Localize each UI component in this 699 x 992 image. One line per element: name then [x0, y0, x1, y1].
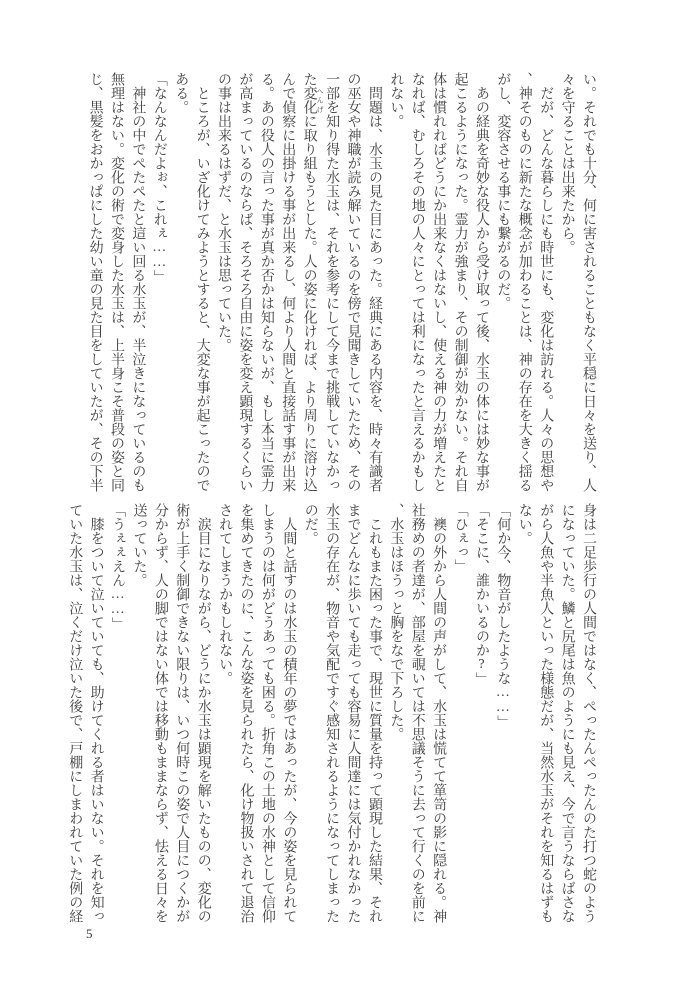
paragraph: 「なんなんだよぉ、これぇ……」	[151, 72, 167, 284]
paragraph: 問題は、水玉の見た目にあった。経典にある内容を、時々有識者の巫女や神職が読み解いているのを傍で見聞きしていたため、その一部を知り得た水玉は、それを参考にして今まで挑戦していなかった変化 へんげに取り組もうとした。人の姿に化ければ、より周りに溶け込んで偵察に出掛ける事が出来るし、何より人間と直接話す事が出来る。あの役人の言った事が真か否かは知らないが、もし本当に霊力が高まっているのならば、そろそろ自由に姿を変え顕現するくらいの事は出来るはずだ、と水玉は思っていた。	[216, 72, 382, 492]
paragraph: 襖の外から人間の声がして、水玉は慌てて箪笥の影に隠れる。神社務めの者達が、部屋を覗いては不思議そうに去って行くのを前に、水玉はほうっと胸をなで下ろした。	[388, 503, 447, 923]
paragraph: い。それでも十分、何に害されることもなく平穏に日々を送り、人々を守ることは出来たから。	[559, 72, 596, 492]
page-number: 5	[86, 926, 93, 941]
paragraph: 「そこに、誰かいるのか?」	[473, 503, 489, 686]
paragraph: 「何か今、物音がしたような……」	[495, 503, 511, 729]
paragraph: あの経典を奇妙な役人から受け取って後、水玉の体には妙な事が起こるようになった。霊力が強まり、その制御が効かない。それ自体は慣れればどうにか出来なくはないし、使える神の力が増えたとなれば、むしろその地の人々にとっては利になったと言えるかもしれない。	[388, 72, 489, 492]
text-block-bottom	[64, 503, 599, 923]
paragraph: 「ひぇっ」	[452, 503, 468, 573]
paragraph: だが、どんな暮らしにも時世にも、変化は訪れる。人々の思想や、神そのものに新たな概念が加わることは、神の存在を大きく揺るがし、変容させる事にも繋がるのだ。	[495, 72, 554, 492]
paragraph: 神社の中でぺたぺたと這い回る水玉が、半泣きになっているのも無理はない。変化の術で変身した水玉は、上半身こそ普段の姿と同じ、黒髪をおかっぱにした幼い童の見た目をしていたが、その下半	[87, 72, 146, 492]
paragraph: 「うぇぇえん……」	[110, 503, 126, 631]
paragraph: ところが、いざ化けてみようとすると、大変な事が起こったのである。	[173, 72, 210, 492]
paragraph: 涙目になりながら、どうにか水玉は顕現を解いたものの、変化の術が上手く制御できない限りは、いつ何時この姿で人目につくかが分からず、人の脚ではない体では移動もままならず、怯える日々を送っていた。	[131, 503, 211, 923]
text-block-top	[84, 72, 599, 492]
paragraph: 人間と話すのは水玉の積年の夢ではあったが、今の姿を見られてしまうのは何がどうあっても困る。折角この土地の水神として信仰を集めてきたのに、こんな姿を見られたら、化け物扱いされて退治されてしまうかもしれない。	[217, 503, 297, 923]
paragraph: 身は二足歩行の人間ではなく、ぺったんぺったんのた打つ蛇のようになっていた。鱗と尻尾は魚のようにも見え、今で言うならばさながら人魚や半魚人といった様態だが、当然水玉がそれを知るはずもない。	[516, 503, 596, 923]
paragraph: これもまた困った事で、現世に質量を持って顕現した結果、それまでどんなに歩いても走っても容易に人間達には気付かれなかった水玉の存在が、物音や気配ですぐ感知されるようになってしまったのだ。	[302, 503, 382, 923]
paragraph: 膝をついて泣いていても、助けてくれる者はいない。それを知っていた水玉は、泣くだけ泣いた後で、戸棚にしまわれていた例の経	[67, 503, 104, 923]
